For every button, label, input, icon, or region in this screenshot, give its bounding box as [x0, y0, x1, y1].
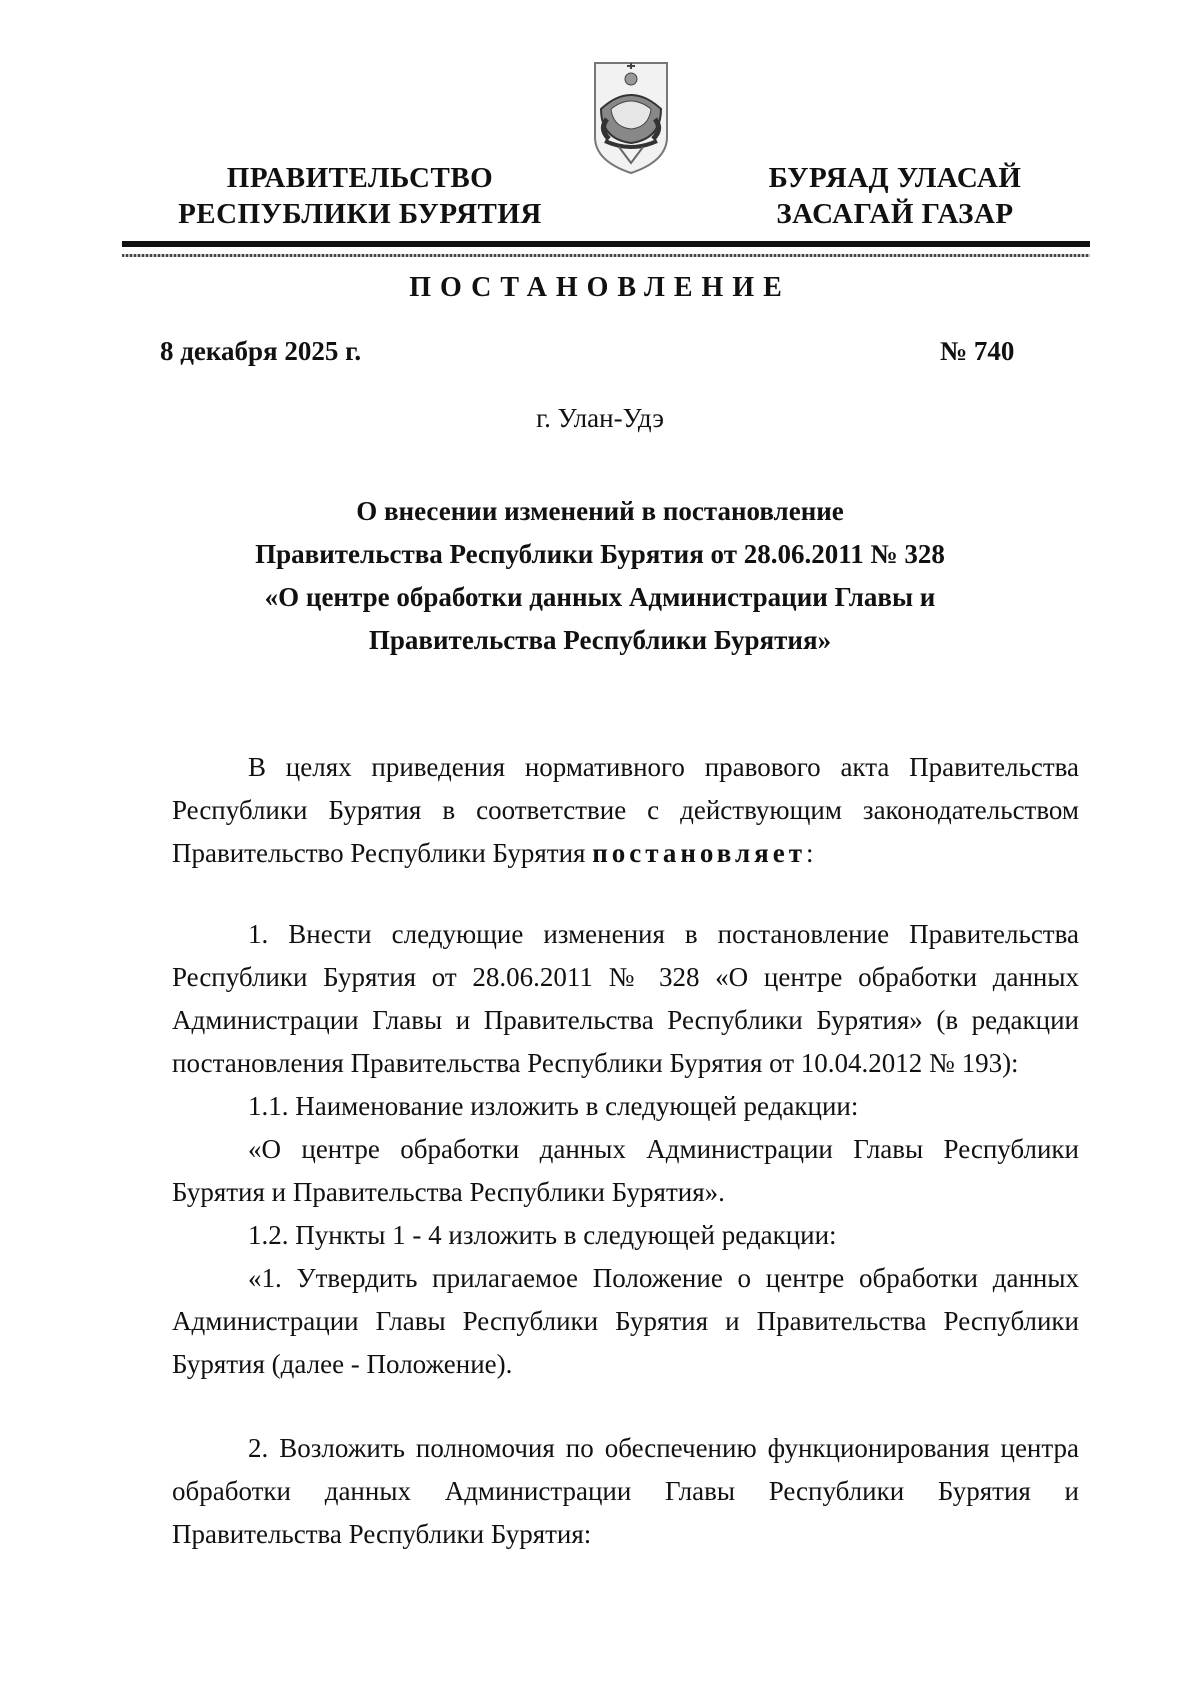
- org-right-line-2: ЗАСАГАЙ ГАЗАР: [776, 198, 1014, 230]
- preamble-end: :: [805, 838, 814, 868]
- document-city: г. Улан-Удэ: [536, 403, 664, 433]
- title-line-1: О внесении изменений в постановление: [356, 496, 844, 526]
- item-1-1: 1.1. Наименование изложить в следующей редакции:: [248, 1091, 859, 1121]
- item-1-2: 1.2. Пункты 1 - 4 изложить в следующей редакции:: [248, 1220, 837, 1250]
- title-line-2: Правительства Республики Бурятия от 28.06.2011 № 328: [255, 539, 945, 569]
- item-1-block: [172, 913, 1079, 1386]
- coat-of-arms-emblem: [589, 57, 673, 177]
- item-2: 2. Возложить полномочия по обеспечению функционирования центра обработки данных Администрации Главы Республики Бурятия и Правительства Республики Бурятия:: [172, 1433, 1079, 1549]
- government-name-buryat: [745, 160, 1045, 232]
- document-type: ПОСТАНОВЛЕНИЕ: [409, 272, 791, 303]
- header-rule-thin: [122, 254, 1090, 257]
- document-date: 8 декабря 2025 г.: [160, 336, 362, 366]
- item-1-1-text: «О центре обработки данных Администрации Главы Республики Бурятия и Правительства Республики Бурятия».: [172, 1134, 1079, 1207]
- title-line-3: «О центре обработки данных Администрации Главы и: [264, 582, 936, 612]
- document-title: [200, 490, 1000, 662]
- item-1: 1. Внести следующие изменения в постановление Правительства Республики Бурятия от 28.06.2011 № 328 «О центре обработки данных Администрации Главы и Правительства Республики Бурятия» (в редакции постановления Правительства Республики Бурятия от 10.04.2012 № 193):: [172, 919, 1079, 1078]
- government-name-russian: [170, 160, 550, 232]
- preamble-text: В целях приведения нормативного правового акта Правительства Республики Бурятия в соответствие с действующим законодательством Правительство Республики Бурятия: [172, 752, 1079, 868]
- org-left-line-2: РЕСПУБЛИКИ БУРЯТИЯ: [178, 198, 542, 230]
- item-1-2-text: «1. Утвердить прилагаемое Положение о центре обработки данных Администрации Главы Республики Бурятия и Правительства Республики Бурятия (далее - Положение).: [172, 1263, 1079, 1379]
- title-line-4: Правительства Республики Бурятия»: [368, 625, 832, 655]
- preamble-keyword: постановляет: [592, 838, 806, 868]
- document-number: № 740: [940, 336, 1015, 366]
- header-rule-thick: [122, 241, 1090, 247]
- item-2-block: [172, 1427, 1079, 1556]
- org-left-line-1: ПРАВИТЕЛЬСТВО: [226, 162, 494, 194]
- preamble-paragraph: [172, 746, 1079, 875]
- org-right-line-1: БУРЯАД УЛАСАЙ: [768, 162, 1022, 194]
